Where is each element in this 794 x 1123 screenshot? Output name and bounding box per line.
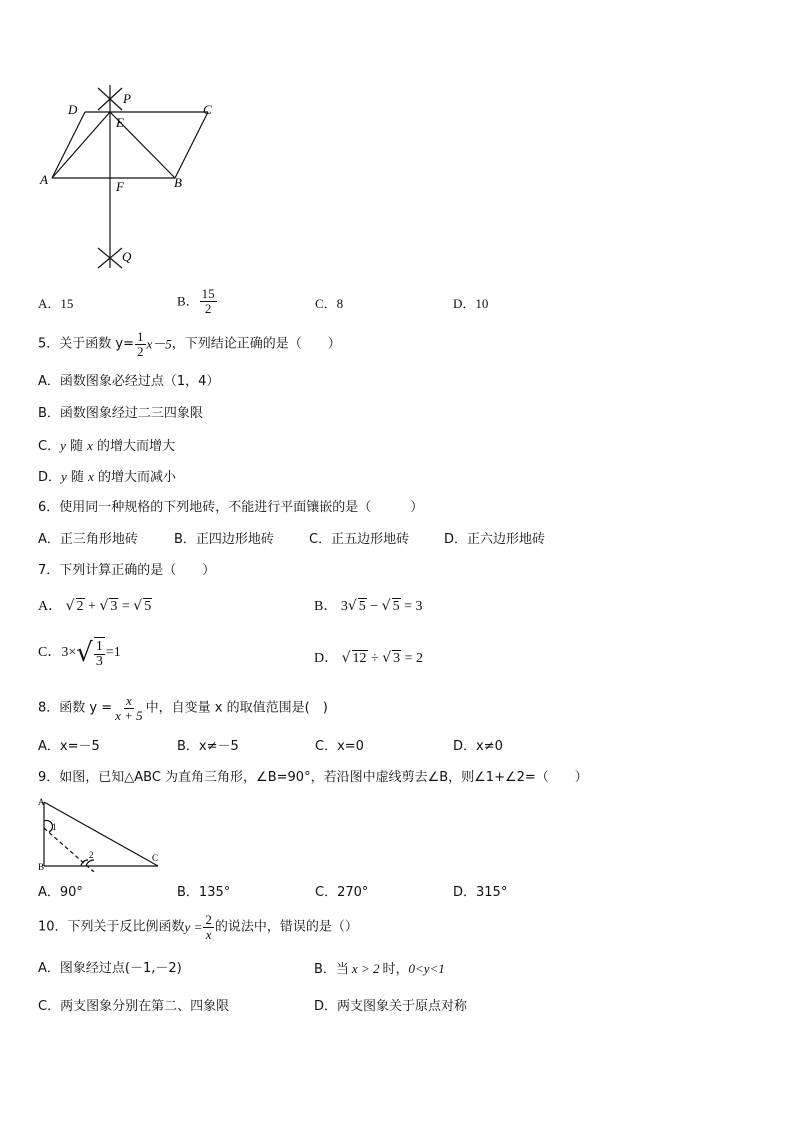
q10-prefix: 10．下列关于反比例函数 (38, 919, 185, 935)
label-A: A (40, 172, 48, 187)
q7-c-den: 3 (95, 654, 103, 669)
q7-a-eq: = (121, 599, 130, 614)
q5-prefix: 5．关于函数 y= (38, 336, 134, 352)
tri-label-A: A (38, 797, 45, 807)
q10-b-mid: 时， (382, 962, 409, 977)
q6-stem: 6．使用同一种规格的下列地砖，不能进行平面镶嵌的是（ ） (38, 500, 424, 515)
q10-b-cond: x > 2 (351, 961, 380, 976)
q7-c-num: 1 (95, 639, 103, 654)
q8-fraction (113, 694, 145, 723)
label-Q: Q (122, 249, 132, 264)
q7-d-r1: 12 (352, 651, 367, 666)
q7-option-d: D． √ 12 ÷ √ 3 = 2 (314, 650, 424, 666)
q6-option-a: A．正三角形地砖 (38, 532, 138, 547)
q10-stem (38, 913, 358, 942)
q4-option-d: D．10 (453, 296, 489, 311)
q10-option-c: C．两支图象分别在第二、四象限 (38, 999, 230, 1014)
q7-option-c: C．3×√ $\frac{1}{3}$ =1 (38, 638, 121, 669)
q10-den: x (205, 927, 212, 942)
q7-b-minus: − (370, 599, 379, 614)
label-P: P (123, 91, 131, 106)
q5-option-b: B．函数图象经过二三四象限 (38, 406, 203, 421)
q7-a-plus: + (88, 599, 96, 614)
q5-c-mid: 随 (65, 439, 88, 454)
label-F: F (116, 179, 124, 194)
q7-a-r3: 5 (144, 599, 152, 614)
q8-suffix: 中，自变量 x 的取值范围是( ) (145, 700, 328, 716)
q5-c-post: 的增大而增大 (92, 439, 176, 454)
q4-option-b-fraction (200, 287, 217, 316)
q10-suffix: 的说法中，错误的是（） (214, 919, 358, 935)
q5-option-d (38, 469, 176, 486)
q7-d-r2: 3 (393, 651, 401, 666)
q8-num: x (126, 693, 132, 708)
q7-d-label: D． (314, 651, 339, 666)
q5-stem (38, 330, 341, 359)
q7-stem: 7．下列计算正确的是（ ） (38, 563, 216, 578)
q7-c-coef: 3× (61, 645, 77, 660)
q8-prefix: 8．函数 y = (38, 700, 113, 716)
q5-d-mid: 随 (66, 470, 89, 485)
q5-c-label: C． (38, 439, 61, 454)
q5-c-y: y (60, 438, 66, 453)
q9-option-a: A．90° (38, 885, 83, 900)
q5-d-x: x (88, 469, 94, 484)
q5-d-y: y (61, 469, 67, 484)
q5-suffix: ，下列结论正确的是（ ） (171, 336, 341, 352)
q10-option-a: A．图象经过点(－1,－2) (38, 961, 182, 976)
q7-b-eq: = 3 (404, 599, 423, 614)
q4-option-b-label: B． (177, 293, 199, 309)
q10-b-range: 0<y<1 (408, 961, 445, 976)
q10-fraction (203, 913, 214, 942)
q7-a-r1: 2 (76, 599, 84, 614)
q7-a-label: A． (38, 599, 63, 614)
q9-option-c: C．270° (315, 885, 369, 900)
parallelogram-figure (30, 80, 230, 280)
q8-den: x + 5 (115, 708, 143, 723)
q9-option-d: D．315° (453, 885, 508, 900)
tri-label-C: C (152, 853, 159, 863)
q7-b-r2: 5 (392, 599, 400, 614)
q8-option-d: D．x≠0 (453, 739, 503, 754)
label-C: C (203, 102, 212, 117)
q8-option-c: C．x=0 (315, 739, 364, 754)
q10-option-d: D．两支图象关于原点对称 (314, 999, 468, 1014)
q7-c-fraction (94, 637, 105, 669)
tri-label-B: B (38, 862, 45, 872)
q7-a-r2: 3 (110, 599, 118, 614)
q5-fraction (135, 330, 146, 359)
label-B: B (174, 175, 182, 190)
q6-option-d: D．正六边形地砖 (444, 532, 546, 547)
q5-c-x: x (87, 438, 93, 453)
q7-b-coef: 3 (340, 599, 348, 614)
q7-option-b: B． 3√ 5 − √ 5 = 3 (314, 598, 423, 614)
label-E: E (116, 115, 124, 130)
q9-option-b: B．135° (177, 885, 231, 900)
q7-b-label: B． (314, 599, 338, 614)
tri-label-1: 1 (52, 822, 57, 832)
q4-b-den: 2 (204, 301, 212, 316)
q5-d-post: 的增大而减小 (93, 470, 176, 485)
q6-option-c: C．正五边形地砖 (309, 532, 410, 547)
q7-option-a: A． √ 2 + √ 3 = √ 5 (38, 598, 152, 614)
tri-label-2: 2 (89, 850, 94, 860)
q4-b-num: 15 (201, 286, 215, 301)
q5-frac-den: 2 (137, 344, 144, 359)
q7-d-div: ÷ (371, 651, 379, 666)
q6-option-b: B．正四边形地砖 (174, 532, 274, 547)
right-triangle-figure (36, 794, 166, 872)
q10-b-label: B．当 (314, 962, 349, 977)
q8-option-b: B．x≠－5 (177, 739, 239, 754)
q4-option-c: C．8 (315, 296, 344, 311)
q4-option-b (177, 287, 218, 316)
q4-option-a: A．15 (38, 296, 74, 311)
q7-b-r1: 5 (358, 599, 366, 614)
q7-c-label: C． (38, 645, 62, 660)
q10-option-b (314, 961, 445, 978)
q8-option-a: A．x=－5 (38, 739, 100, 754)
q9-stem: 9．如图，已知△ABC 为直角三角形，∠B=90°，若沿图中虚线剪去∠B，则∠1+∠2=（ ） (38, 770, 588, 785)
q5-math: x－5 (146, 336, 172, 352)
q7-c-eq: =1 (105, 645, 121, 660)
label-D: D (68, 102, 78, 117)
q10-num: 2 (205, 912, 212, 927)
q8-stem (38, 694, 328, 723)
q5-option-a: A．函数图象必经过点（1，4） (38, 374, 220, 389)
q10-y-eq: y = (184, 919, 203, 935)
q5-frac-num: 1 (137, 329, 144, 344)
q7-d-eq: = 2 (404, 651, 424, 666)
q5-d-label: D． (38, 470, 62, 485)
q5-option-c (38, 438, 175, 455)
